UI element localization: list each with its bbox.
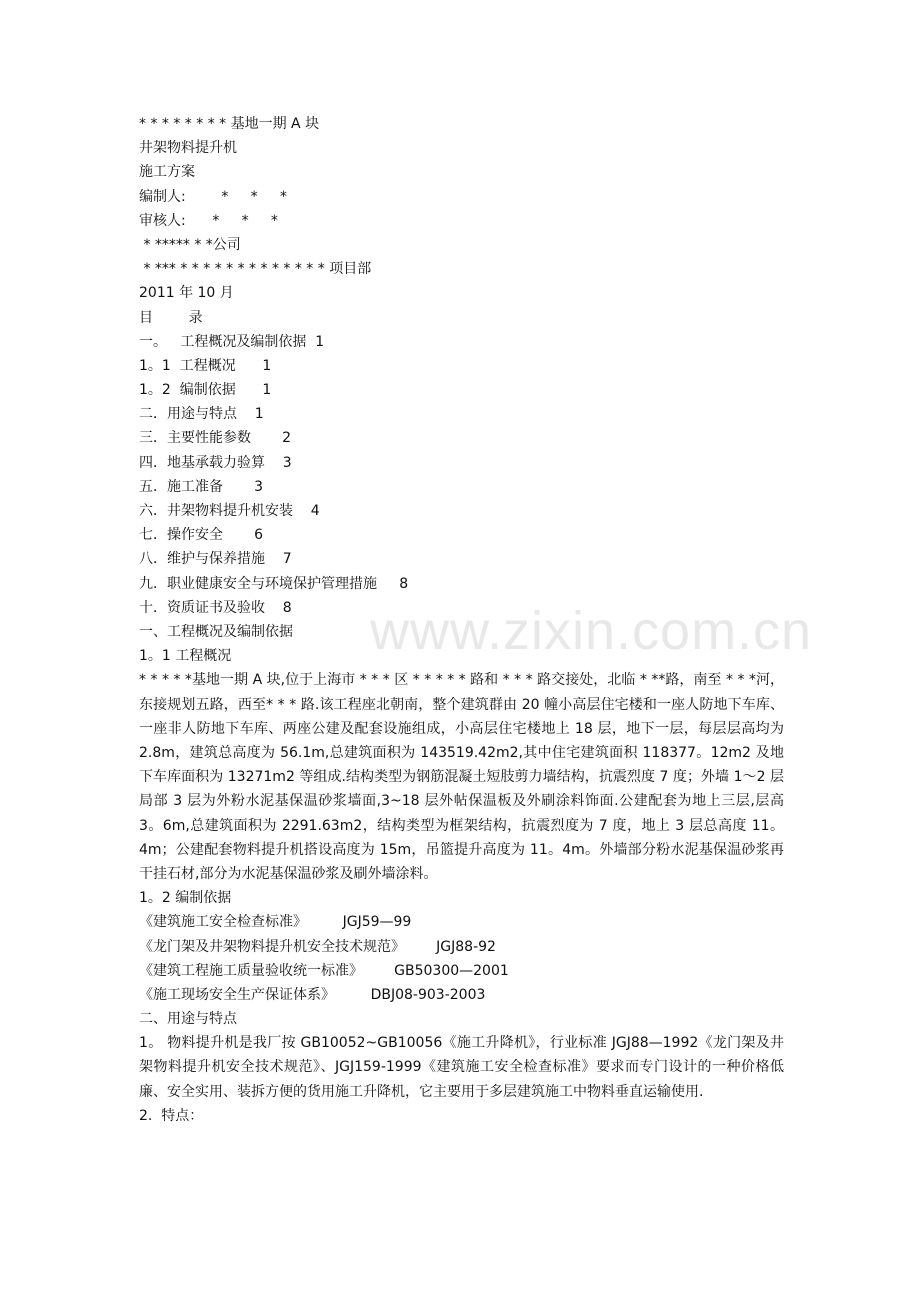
toc-item: 1。1 工程概况 1 — [139, 357, 272, 374]
subsection-heading: 1。2 编制依据 — [139, 890, 232, 907]
subsection-heading: 1。1 工程概况 — [139, 648, 232, 665]
toc-item: 十．资质证书及验收 8 — [139, 599, 292, 616]
company-line: * ***** * *公司 — [139, 236, 241, 253]
doc-type-line: 施工方案 — [139, 164, 195, 181]
section-heading: 二、用途与特点 — [139, 1011, 237, 1028]
author-line: 编制人: * * * — [139, 188, 287, 205]
department-line: * *** * * * * * * * * * * * * * 项目部 — [139, 261, 372, 278]
title-line: * * * * * * * * 基地一期 A 块 — [139, 116, 320, 132]
project-overview-paragraph: * * * * *基地一期 A 块,位于上海市 * * * 区 * * * * * 路和 * * * 路交接处，北临 * **路，南至 * * *河，东接规划五路，西至* * * 路.该工程座北朝南，整个建筑群由 20 幢小高层住宅楼和一座人防地下车库、一座非人防地下车库、两座公建及配套设施组成，小高层住宅楼地上 18 层，地下一层，每层层高均为 2.8m，建筑总高度为 56.1m,总建筑面积为 143519.42m2,其中住宅建筑面积 118377。12m2 及地下车库面积为 13271m2 等组成.结构类型为钢筋混凝土短肢剪力墙结构，抗震烈度 7 度；外墙 1～2 层局部 3 层为外粉水泥基保温砂浆墙面,3~18 层外帖保温板及外刷涂料饰面.公建配套为地上三层,层高 3。6m,总建筑面积为 2291.63m2，结构类型为框架结构，抗震烈度为 7 度，地上 3 层总高度 11。4m；公建配套物料提升机搭设高度为 15m，吊篮提升高度为 11。4m。外墙部分粉水泥基保温砂浆再干挂石材,部分为水泥基保温砂浆及刷外墙涂料。 — [139, 672, 784, 882]
toc-item: 四．地基承载力验算 3 — [139, 454, 292, 471]
subtitle-line: 井架物料提升机 — [139, 140, 237, 157]
document-body — [139, 112, 784, 1128]
toc-title: 目 录 — [139, 309, 203, 326]
section-heading: 一、工程概况及编制依据 — [139, 623, 293, 640]
toc-item: 八．维护与保养措施 7 — [139, 551, 292, 568]
date-line: 2011 年 10 月 — [139, 285, 234, 302]
purpose-paragraph: 1。 物料提升机是我厂按 GB10052~GB10056《施工升降机》，行业标准 JGJ88—1992《龙门架及井架物料提升机安全技术规范》、JGJ159-1999《建筑施工安全检查标准》要求而专门设计的一种价格低廉、安全实用、装拆方便的货用施工升降机，它主要用于多层建筑施工中物料垂直运输使用. — [139, 1035, 784, 1100]
reference-item: 《建筑工程施工质量验收统一标准》 GB50300—2001 — [139, 962, 509, 979]
features-item: 2. 特点： — [139, 1107, 204, 1124]
toc-item: 一。 工程概况及编制依据 1 — [139, 333, 325, 350]
toc-item: 1。2 编制依据 1 — [139, 382, 272, 399]
table-of-contents — [139, 330, 784, 620]
reference-item: 《建筑施工安全检查标准》 JGJ59—99 — [139, 914, 412, 931]
reviewer-line: 审核人: * * * — [139, 212, 278, 229]
reference-item: 《施工现场安全生产保证体系》 DBJ08-903-2003 — [139, 986, 486, 1003]
watermark-text: www.zixin.com.cn — [370, 601, 813, 661]
toc-item: 二．用途与特点 1 — [139, 406, 264, 423]
toc-item: 九．职业健康安全与环境保护管理措施 8 — [139, 575, 409, 592]
toc-item: 七．操作安全 6 — [139, 527, 264, 544]
toc-item: 五．施工准备 3 — [139, 478, 264, 495]
reference-item: 《龙门架及井架物料提升机安全技术规范》 JGJ88-92 — [139, 938, 496, 955]
toc-item: 三．主要性能参数 2 — [139, 430, 292, 447]
toc-item: 六．井架物料提升机安装 4 — [139, 503, 320, 519]
